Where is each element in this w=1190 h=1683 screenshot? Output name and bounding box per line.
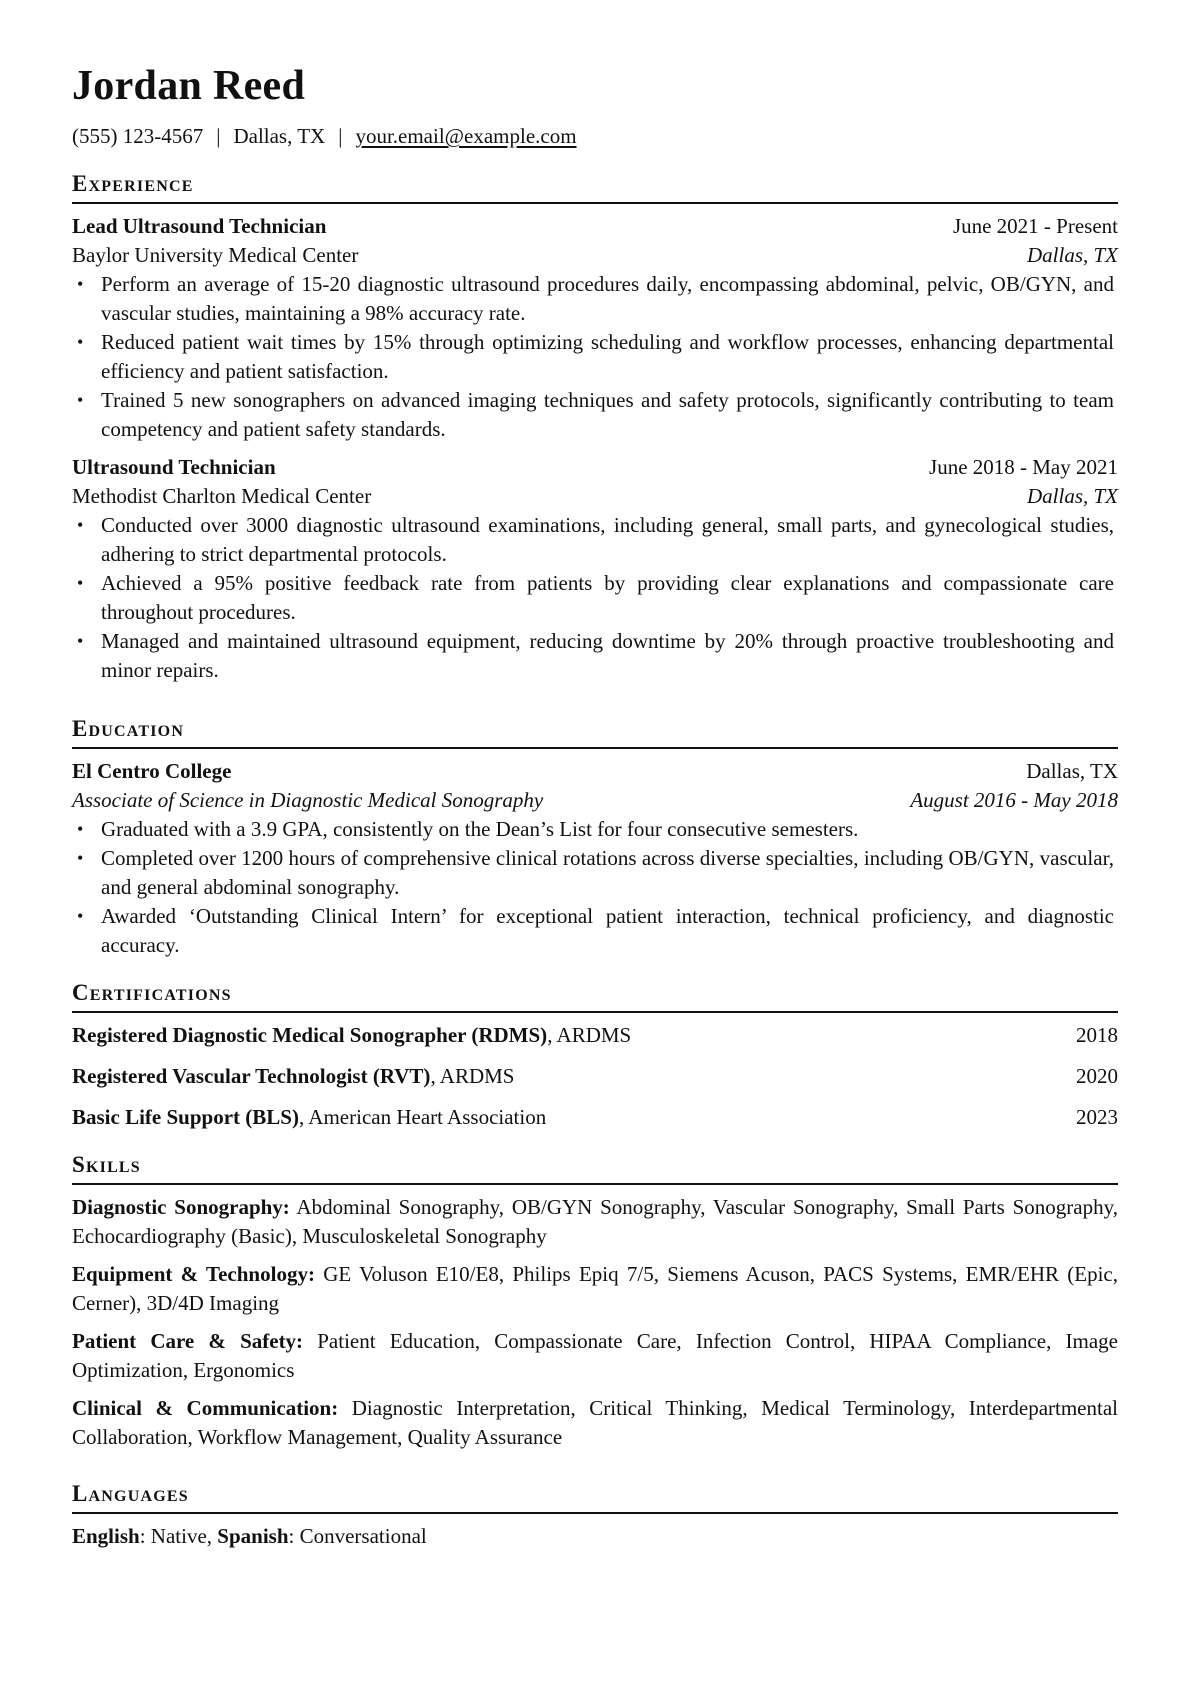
certifications-section <box>72 979 1118 1144</box>
certification-issuer: , ARDMS <box>547 1023 632 1047</box>
certification-item <box>72 1021 1118 1050</box>
job-bullet: • Reduced patient wait times by 15% through optimizing scheduling and workflow processes, enhancing departmental efficiency and patient satisfaction. <box>72 328 1118 386</box>
skill-label: Clinical & Communication: <box>72 1396 339 1420</box>
skill-group <box>72 1260 1118 1318</box>
section-divider <box>72 747 1118 749</box>
contact-line <box>72 122 577 150</box>
skill-label: Patient Care & Safety: <box>72 1329 304 1353</box>
school-location: Dallas, TX <box>1026 759 1118 783</box>
skill-label: Diagnostic Sonography: <box>72 1195 290 1219</box>
job-employer: Methodist Charlton Medical Center <box>72 484 372 508</box>
job-employer: Baylor University Medical Center <box>72 243 359 267</box>
section-divider <box>72 1011 1118 1013</box>
job-entry <box>72 453 1118 685</box>
separator: | <box>216 124 221 148</box>
job-bullet: • Achieved a 95% positive feedback rate from patients by providing clear explanations and compassionate care throughout procedures. <box>72 569 1118 627</box>
education-entry <box>72 757 1118 960</box>
certification-item <box>72 1103 1118 1132</box>
certification-item <box>72 1062 1118 1091</box>
section-heading: Education <box>72 716 185 741</box>
separator: | <box>338 124 343 148</box>
certification-year: 2023 <box>1076 1105 1118 1129</box>
email-link[interactable]: your.email@example.com <box>355 124 577 148</box>
section-divider <box>72 1512 1118 1514</box>
education-bullet: • Graduated with a 3.9 GPA, consistently on the Dean’s List for four consecutive semesters. <box>72 815 1118 844</box>
school-name: El Centro College <box>72 759 232 783</box>
languages-section <box>72 1480 1118 1551</box>
job-role: Lead Ultrasound Technician <box>72 214 327 238</box>
education-dates: August 2016 - May 2018 <box>910 788 1118 812</box>
degree: Associate of Science in Diagnostic Medical Sonography <box>72 788 544 812</box>
skill-values: Abdominal Sonography, OB/GYN Sonography, Vascular Sonography, Small Parts Sonography, Echocardiography (Basic), Musculoskeletal Sonography <box>72 1195 1119 1248</box>
skill-values: GE Voluson E10/E8, Philips Epiq 7/5, Siemens Acuson, PACS Systems, EMR/EHR (Epic, Cerner), 3D/4D Imaging <box>72 1262 1118 1315</box>
skill-group <box>72 1193 1118 1251</box>
certification-year: 2018 <box>1076 1023 1118 1047</box>
certification-year: 2020 <box>1076 1064 1118 1088</box>
skill-values: Patient Education, Compassionate Care, Infection Control, HIPAA Compliance, Image Optimization, Ergonomics <box>72 1329 1118 1382</box>
certification-issuer: , ARDMS <box>430 1064 515 1088</box>
skill-values: Diagnostic Interpretation, Critical Thinking, Medical Terminology, Interdepartmental Collaboration, Workflow Management, Quality Assurance <box>72 1396 1118 1449</box>
section-heading: Experience <box>72 171 194 196</box>
section-heading: Languages <box>72 1481 189 1506</box>
section-heading: Certifications <box>72 980 232 1005</box>
job-location: Dallas, TX <box>1026 243 1118 267</box>
job-bullet: • Perform an average of 15-20 diagnostic ultrasound procedures daily, encompassing abdominal, pelvic, OB/GYN, and vascular studies, maintaining a 98% accuracy rate. <box>72 270 1118 328</box>
language-name: Spanish <box>217 1524 289 1548</box>
section-divider <box>72 202 1118 204</box>
job-dates: June 2021 - Present <box>952 214 1118 238</box>
location: Dallas, TX <box>233 124 326 148</box>
education-bullet: • Awarded ‘Outstanding Clinical Intern’ for exceptional patient interaction, technical proficiency, and diagnostic accuracy. <box>72 902 1118 960</box>
certification-name: Basic Life Support (BLS) <box>72 1105 299 1129</box>
skill-group <box>72 1394 1118 1452</box>
skill-label: Equipment & Technology: <box>72 1262 315 1286</box>
certification-name: Registered Diagnostic Medical Sonographer (RDMS) <box>72 1023 548 1047</box>
languages-line <box>72 1522 1118 1551</box>
language-level: : Native, <box>139 1524 218 1548</box>
section-heading: Skills <box>72 1152 141 1177</box>
job-entry <box>72 212 1118 444</box>
experience-section <box>72 170 1118 685</box>
job-bullet: • Conducted over 3000 diagnostic ultrasound examinations, including general, small parts, and gynecological studies, adhering to strict departmental protocols. <box>72 511 1118 569</box>
job-role: Ultrasound Technician <box>72 455 276 479</box>
job-dates: June 2018 - May 2021 <box>929 455 1118 479</box>
section-divider <box>72 1183 1118 1185</box>
certification-name: Registered Vascular Technologist (RVT) <box>72 1064 431 1088</box>
job-location: Dallas, TX <box>1026 484 1118 508</box>
job-bullet: • Trained 5 new sonographers on advanced imaging techniques and safety protocols, significantly contributing to team competency and patient safety standards. <box>72 386 1118 444</box>
skill-group <box>72 1327 1118 1385</box>
language-level: : Conversational <box>288 1524 427 1548</box>
certification-issuer: , American Heart Association <box>298 1105 547 1129</box>
phone: (555) 123-4567 <box>72 124 204 148</box>
skills-section <box>72 1151 1118 1461</box>
education-section <box>72 715 1118 960</box>
candidate-name: Jordan Reed <box>72 63 306 109</box>
job-bullet: • Managed and maintained ultrasound equipment, reducing downtime by 20% through proactive troubleshooting and minor repairs. <box>72 627 1118 685</box>
education-bullet: • Completed over 1200 hours of comprehensive clinical rotations across diverse specialties, including OB/GYN, vascular, and general abdominal sonography. <box>72 844 1118 902</box>
language-name: English <box>72 1524 140 1548</box>
